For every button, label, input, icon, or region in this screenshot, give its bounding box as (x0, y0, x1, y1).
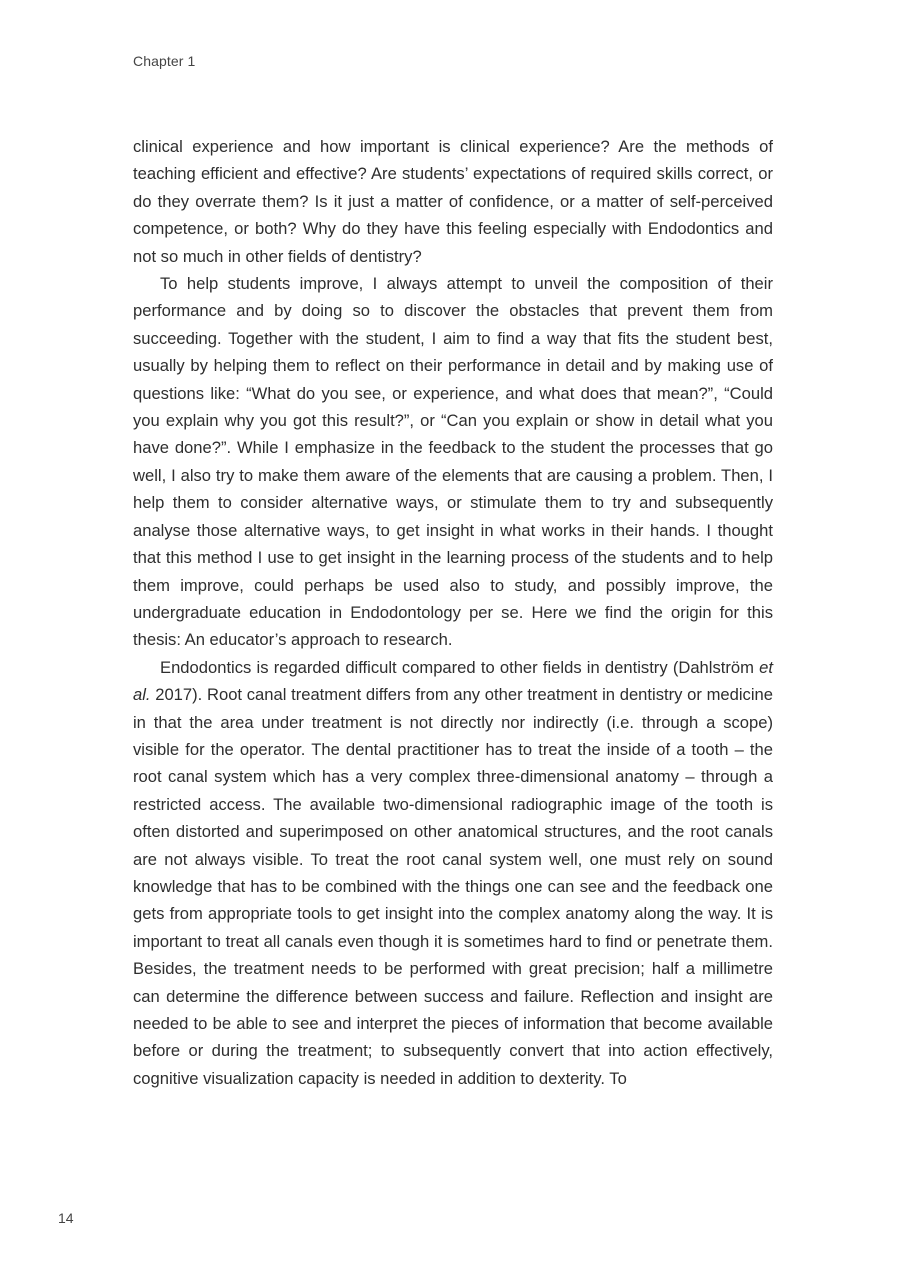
paragraph-3-text-after-citation: 2017). Root canal treatment differs from any other treatment in dentistry or medicine in that the area under treatment is not directly nor indirectly (i.e. through a scope) visible for the operator. The dental practitioner has to treat the inside of a tooth – the root canal system which has a very complex three-dimensional anatomy – through a restricted access. The available two-dimensional radiographic image of the tooth is often distorted and superimposed on other anatomical structures, and the root canals are not always visible. To treat the root canal system well, one must rely on sound knowledge that has to be combined with the things one can see and the feedback one gets from appropriate tools to get insight into the complex anatomy along the way. It is important to treat all canals even though it is sometimes hard to find or penetrate them. Besides, the treatment needs to be performed with great precision; half a millimetre can determine the difference between success and failure. Reflection and insight are needed to be able to see and interpret the pieces of information that become available before or during the treatment; to subsequently convert that into action effectively, cognitive visualization capacity is needed in addition to dexterity. To (133, 685, 773, 1088)
page-number: 14 (58, 1210, 74, 1226)
paragraph-1: clinical experience and how important is clinical experience? Are the methods of teaching efficient and effective? Are students’ expectations of required skills correct, or do they overrate them? Is it just a matter of confidence, or a matter of self-perceived competence, or both? Why do they have this feeling especially with Endodontics and not so much in other fields of dentistry? (133, 137, 773, 266)
paragraph-2: To help students improve, I always attempt to unveil the composition of their performance and by doing so to discover the obstacles that prevent them from succeeding. Together with the student, I aim to find a way that fits the student best, usually by helping them to reflect on their performance in detail and by making use of questions like: “What do you see, or experience, and what does that mean?”, “Could you explain why you got this result?”, or “Can you explain or show in detail what you have done?”. While I emphasize in the feedback to the student the processes that go well, I also try to make them aware of the elements that are causing a problem. Then, I help them to consider alternative ways, or stimulate them to try and subsequently analyse those alternative ways, to get insight in what works in their hands. I thought that this method I use to get insight in the learning process of the students and to help them improve, could perhaps be used also to study, and possibly improve, the undergraduate education in Endodontology per se. Here we find the origin for this thesis: An educator’s approach to research. (133, 274, 773, 650)
running-header: Chapter 1 (133, 53, 196, 69)
citation-et-al: et al. (133, 657, 773, 705)
paragraph-3-text-before-citation: Endodontics is regarded difficult compared to other fields in dentistry (Dahlström (160, 657, 760, 677)
body-text (133, 133, 773, 1092)
paragraph-3 (133, 654, 773, 1093)
